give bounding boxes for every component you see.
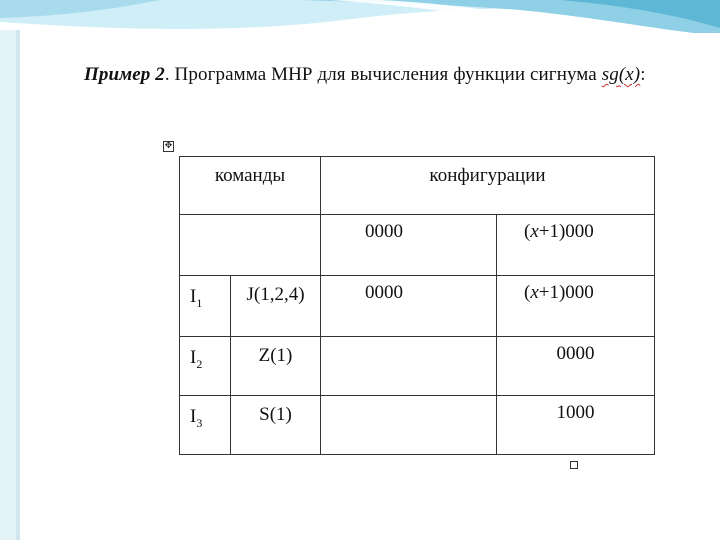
config-suffix: +1)000 — [538, 282, 594, 303]
start-empty-cell — [180, 215, 321, 276]
table-row — [180, 215, 655, 276]
heading-text: . Программа МНР для вычисления функции сигнума — [164, 64, 602, 85]
config-open-paren: ( — [524, 221, 531, 242]
config-2 — [497, 396, 655, 455]
program-table — [179, 156, 655, 455]
instruction-index — [180, 337, 231, 396]
instruction-label — [190, 276, 230, 311]
instr-letter: I — [190, 347, 197, 368]
start-config-1 — [321, 215, 497, 276]
config-1 — [321, 396, 497, 455]
instruction-label — [190, 337, 230, 372]
instruction-index — [180, 396, 231, 455]
command-text: J(1,2,4) — [246, 284, 305, 305]
start-config-1-value: 0000 — [365, 221, 403, 242]
config-2-value: 1000 — [556, 402, 595, 423]
instr-letter: I — [190, 286, 197, 307]
header-commands — [180, 157, 321, 215]
heading-end: : — [640, 64, 646, 85]
example-heading — [84, 64, 646, 86]
move-cross-icon[interactable]: ✥ — [164, 141, 173, 151]
start-config-2 — [497, 215, 655, 276]
config-1-value: 0000 — [365, 282, 403, 303]
config-var: x — [530, 282, 539, 303]
instruction-index — [180, 276, 231, 337]
instr-letter: I — [190, 406, 197, 427]
config-2 — [497, 276, 655, 337]
start-config-2-value — [524, 215, 654, 243]
config-1 — [321, 276, 497, 337]
config-1-value — [321, 396, 496, 402]
header-configurations — [321, 157, 655, 215]
instruction-command — [231, 396, 321, 455]
command-text: S(1) — [259, 404, 292, 425]
config-1-value — [321, 337, 496, 343]
header-configurations-label: конфигурации — [429, 165, 546, 186]
function-name: sg — [601, 64, 619, 85]
instr-subscript: 3 — [196, 415, 203, 430]
config-suffix: +1)000 — [538, 221, 594, 242]
table-row — [180, 276, 655, 337]
table-row — [180, 337, 655, 396]
instruction-label — [190, 396, 230, 431]
config-2-value: 0000 — [556, 343, 595, 364]
config-2 — [497, 337, 655, 396]
resize-square-icon[interactable] — [570, 461, 578, 469]
header-commands-label: команды — [214, 165, 286, 186]
config-var: x — [530, 221, 539, 242]
config-2-value — [524, 276, 654, 304]
instr-subscript: 1 — [196, 295, 203, 310]
instruction-command — [231, 276, 321, 337]
table-header-row — [180, 157, 655, 215]
instr-subscript: 2 — [196, 356, 203, 371]
function-args: (x) — [618, 64, 641, 85]
command-text: Z(1) — [258, 345, 293, 366]
config-open-paren: ( — [524, 282, 531, 303]
config-1 — [321, 337, 497, 396]
table-row — [180, 396, 655, 455]
instruction-command — [231, 337, 321, 396]
heading-lead: Пример 2 — [84, 64, 165, 85]
heading-function — [602, 64, 641, 85]
